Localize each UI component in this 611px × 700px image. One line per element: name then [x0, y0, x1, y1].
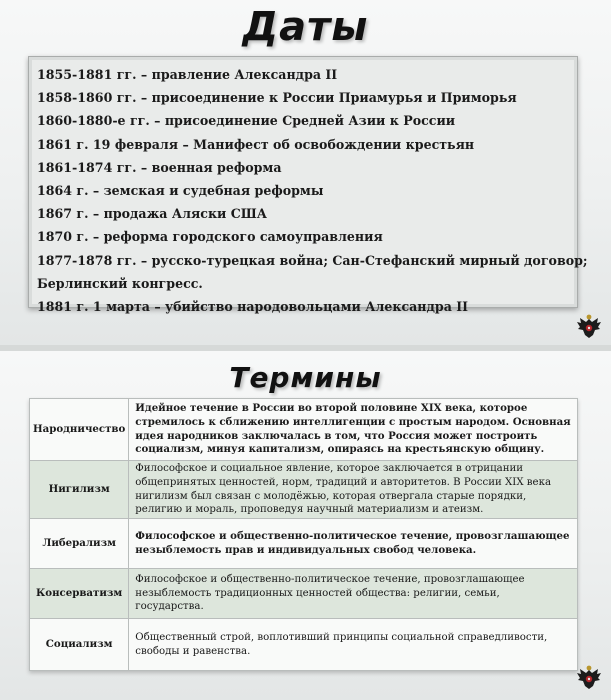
double-headed-eagle-icon — [575, 313, 603, 341]
date-item: 1877-1878 гг. – русско-турецкая война; Сан-Стефанский мирный договор; — [37, 252, 588, 268]
slide-title: Термины — [229, 361, 382, 394]
date-item: 1860-1880-е гг. – присоединение Средней Азии к России — [37, 113, 456, 129]
date-item: 1864 г. – земская и судебная реформы — [37, 182, 324, 198]
table-row — [30, 461, 578, 519]
date-item: 1861 г. 19 февраля – Манифест об освобождении крестьян — [37, 136, 475, 152]
definition-cell: Идейное течение в России во второй половине XIX века, которое стремилось к сближению интеллигенции с простым народом. Основная идея народников заключалась в том, что Россия может построить социализм, минуя капитализм, опираясь на крестьянскую общину. — [129, 399, 578, 461]
double-headed-eagle-icon — [575, 664, 603, 692]
term-cell: Консерватизм — [30, 569, 129, 619]
term-cell: Социализм — [30, 619, 129, 671]
date-item: 1881 г. 1 марта – убийство народовольцами Александра II — [37, 298, 469, 314]
date-item: 1858-1860 гг. – присоединение к России Приамурья и Приморья — [37, 90, 517, 106]
dates-list — [28, 56, 588, 314]
table-row — [30, 619, 578, 671]
slide-dates — [0, 0, 611, 345]
date-item: 1870 г. – реформа городского самоуправления — [37, 229, 383, 245]
table-row — [30, 519, 578, 569]
slide-title: Даты — [242, 4, 369, 50]
table-row — [30, 399, 578, 461]
term-cell: Нигилизм — [30, 461, 129, 519]
definition-cell: Философское и социальное явление, которое заключается в отрицании общепринятых ценностей, норм, традиций и авторитетов. В России XIX века нигилизм был связан с молодёжью, которая отвергала старые порядки, религию и мораль, проповедуя научный материализм и атеизм. — [129, 461, 578, 519]
date-item: 1867 г. – продажа Аляски США — [37, 206, 268, 222]
date-item: 1861-1874 гг. – военная реформа — [37, 159, 282, 175]
term-cell: Народничество — [30, 399, 129, 461]
date-item: Берлинский конгресс. — [37, 275, 203, 291]
terms-table — [29, 398, 578, 671]
term-cell: Либерализм — [30, 519, 129, 569]
definition-cell: Философское и общественно-политическое течение, провозглашающее незыблемость прав и индивидуальных свобод человека. — [129, 519, 578, 569]
table-row — [30, 569, 578, 619]
definition-cell: Философское и общественно-политическое течение, провозглашающее незыблемость традиционных ценностей общества: религии, семьи, государства. — [129, 569, 578, 619]
definition-cell: Общественный строй, воплотивший принципы социальной справедливости, свободы и равенства. — [129, 619, 578, 671]
slide-terms — [0, 351, 611, 700]
date-item: 1855-1881 гг. – правление Александра II — [37, 67, 338, 82]
